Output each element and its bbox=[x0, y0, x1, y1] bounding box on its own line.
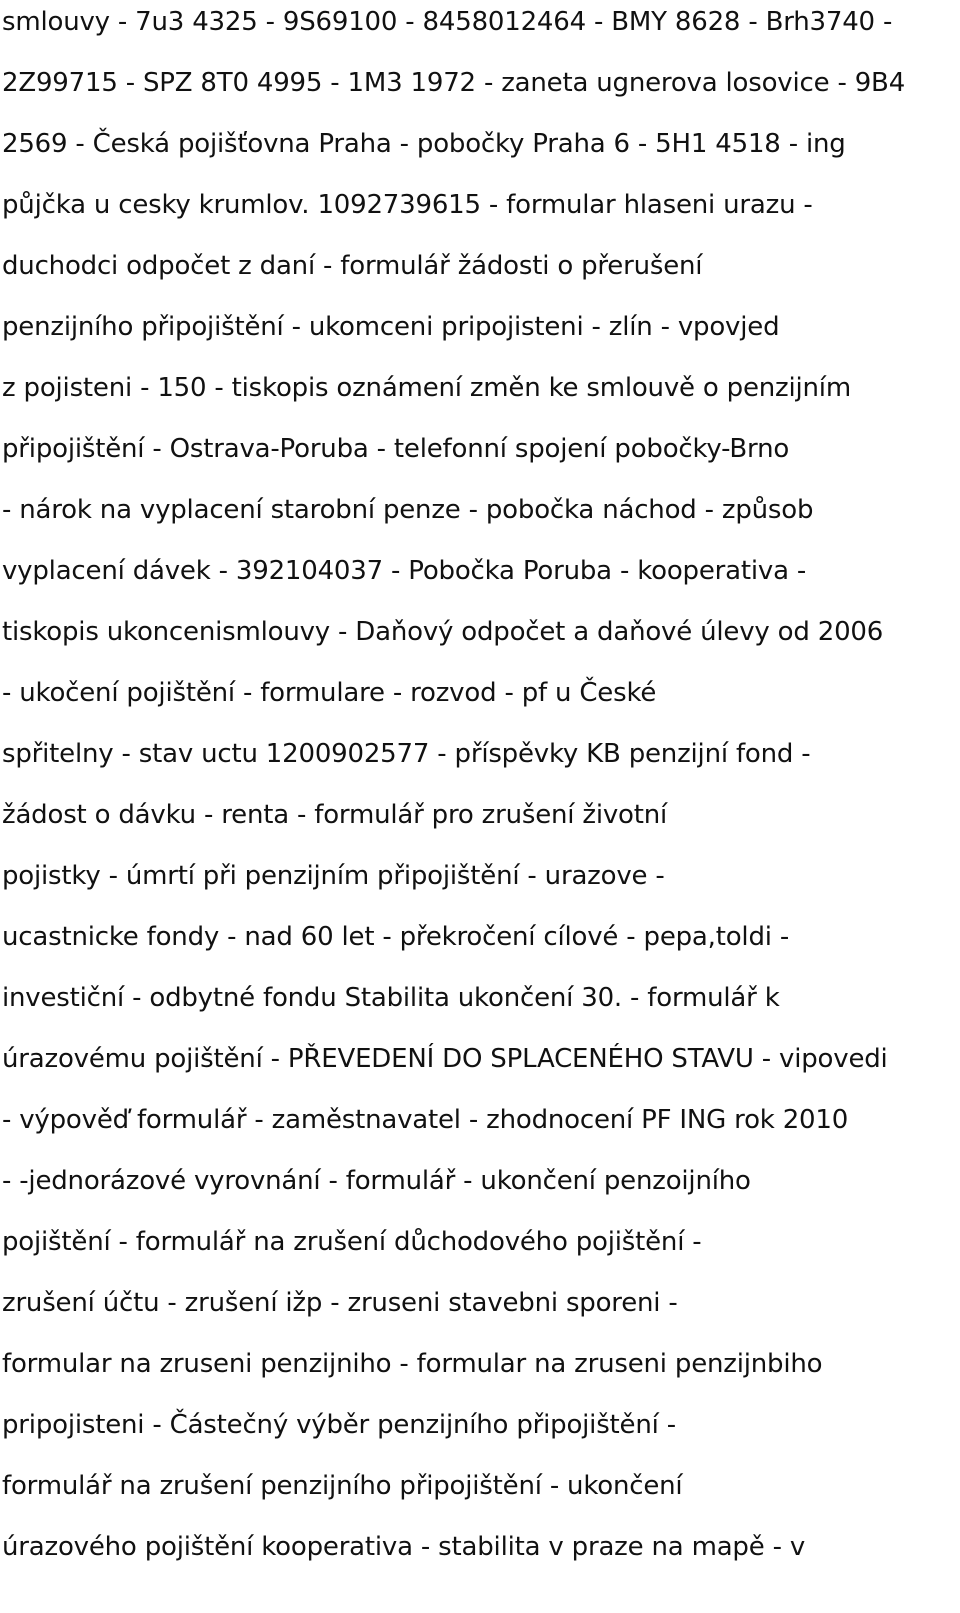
text-line: úrazového pojištění kooperativa - stabilita v praze na mapě - v bbox=[2, 1532, 806, 1562]
text-line: formular na zruseni penzijniho - formular na zruseni penzijnbiho bbox=[2, 1349, 823, 1379]
text-line: smlouvy - 7u3 4325 - 9S69100 - 8458012464 - BMY 8628 - Brh3740 - bbox=[2, 7, 893, 37]
text-line: tiskopis ukoncenismlouvy - Daňový odpočet a daňové úlevy od 2006 bbox=[2, 617, 884, 647]
text-line: 2Z99715 - SPZ 8T0 4995 - 1M3 1972 - zaneta ugnerova losovice - 9B4 bbox=[2, 68, 906, 98]
text-line: žádost o dávku - renta - formulář pro zrušení životní bbox=[2, 800, 668, 830]
text-line: pojištění - formulář na zrušení důchodového pojištění - bbox=[2, 1227, 702, 1257]
text-line: investiční - odbytné fondu Stabilita ukončení 30. - formulář k bbox=[2, 983, 780, 1013]
text-line: připojištění - Ostrava-Poruba - telefonní spojení pobočky-Brno bbox=[2, 434, 790, 464]
text-line: - nárok na vyplacení starobní penze - pobočka náchod - způsob bbox=[2, 495, 814, 525]
text-line: formulář na zrušení penzijního připojištění - ukončení bbox=[2, 1471, 683, 1501]
text-line: zrušení účtu - zrušení ižp - zruseni stavebni sporeni - bbox=[2, 1288, 678, 1318]
text-line: vyplacení dávek - 392104037 - Pobočka Poruba - kooperativa - bbox=[2, 556, 807, 586]
text-line: - výpověď formulář - zaměstnavatel - zhodnocení PF ING rok 2010 bbox=[2, 1105, 849, 1135]
text-line: duchodci odpočet z daní - formulář žádosti o přerušení bbox=[2, 251, 703, 281]
text-line: spřitelny - stav uctu 1200902577 - příspěvky KB penzijní fond - bbox=[2, 739, 811, 769]
text-line: penzijního připojištění - ukomceni pripojisteni - zlín - vpovjed bbox=[2, 312, 780, 342]
text-line: pripojisteni - Částečný výběr penzijního připojištění - bbox=[2, 1410, 676, 1440]
text-line: pojistky - úmrtí při penzijním připojištění - urazove - bbox=[2, 861, 665, 891]
text-line: - -jednorázové vyrovnání - formulář - ukončení penzoijního bbox=[2, 1166, 751, 1196]
text-line: 2569 - Česká pojišťovna Praha - pobočky Praha 6 - 5H1 4518 - ing bbox=[2, 129, 846, 159]
text-line: ucastnicke fondy - nad 60 let - překročení cílové - pepa,toldi - bbox=[2, 922, 790, 952]
text-line: úrazovému pojištění - PŘEVEDENÍ DO SPLACENÉHO STAVU - vipovedi bbox=[2, 1044, 888, 1074]
text-line: půjčka u cesky krumlov. 1092739615 - formular hlaseni urazu - bbox=[2, 190, 813, 220]
text-line: - ukočení pojištění - formulare - rozvod - pf u České bbox=[2, 678, 657, 708]
text-line: z pojisteni - 150 - tiskopis oznámení změn ke smlouvě o penzijním bbox=[2, 373, 851, 403]
